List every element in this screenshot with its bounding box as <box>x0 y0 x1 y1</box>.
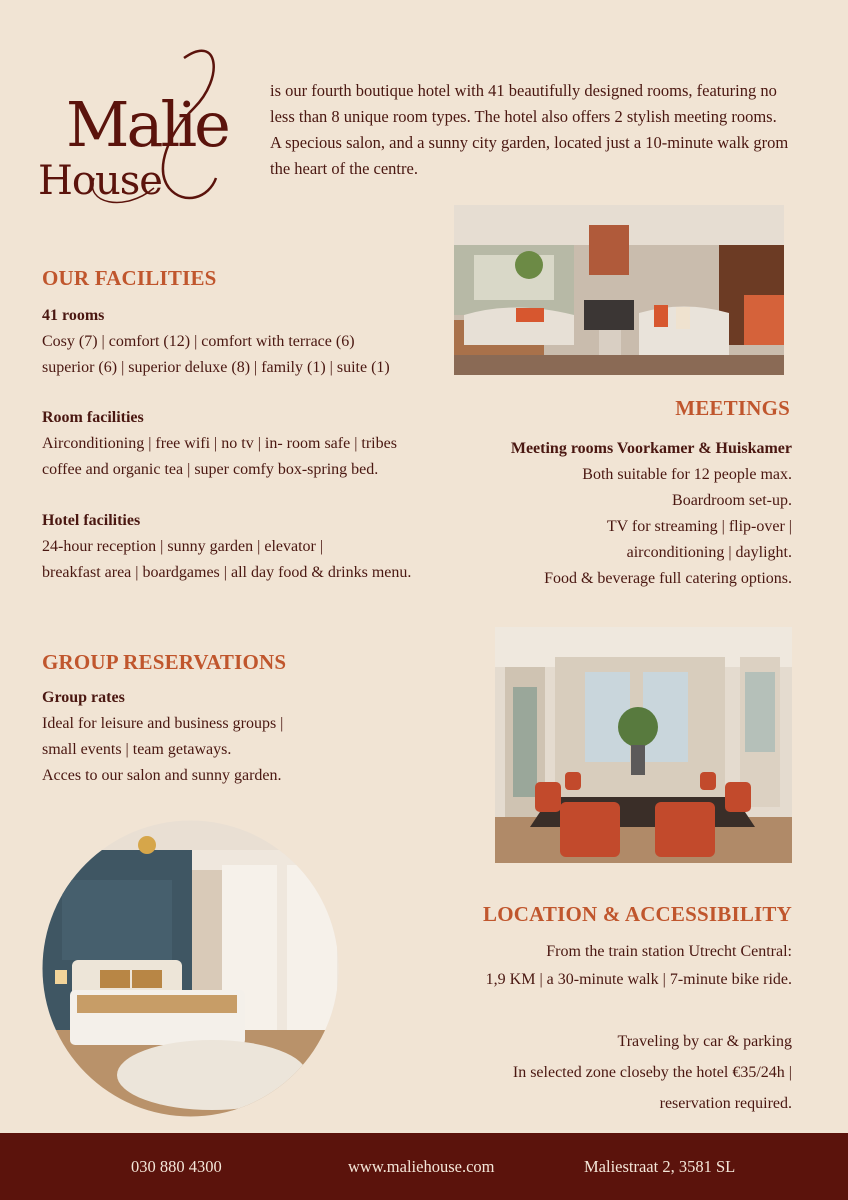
room-facilities-label: Room facilities <box>42 409 144 426</box>
hotel-facilities-line-1: 24-hour reception | sunny garden | elevator | <box>42 538 324 555</box>
location-line-2: 1,9 KM | a 30-minute walk | 7-minute bike ride. <box>485 971 792 988</box>
location-line-5: reservation required. <box>659 1095 792 1112</box>
lounge-photo <box>454 205 784 375</box>
location-line-4: In selected zone closeby the hotel €35/24h | <box>512 1064 792 1081</box>
bedroom-photo <box>42 820 339 1117</box>
meetings-line-4: airconditioning | daylight. <box>626 544 792 561</box>
footer-bar <box>0 1133 848 1200</box>
footer-address: Maliestraat 2, 3581 SL <box>584 1157 736 1176</box>
meetings-title: MEETINGS <box>675 396 790 420</box>
location-line-1: From the train station Utrecht Central: <box>546 943 792 960</box>
groups-line-2: small events | team getaways. <box>42 741 232 758</box>
groups-title: GROUP RESERVATIONS <box>42 650 287 674</box>
logo-text-house: House <box>38 158 162 204</box>
intro-paragraph: is our fourth boutique hotel with 41 beautifully designed rooms, featuring no less than 8 unique room types. The hotel also offers 2 stylish meeting rooms. A specious salon, and a sunny city garden, located just a 10-minute walk grom the heart of the centre. <box>270 81 789 178</box>
meetings-line-1: Both suitable for 12 people max. <box>582 466 792 483</box>
meetings-line-3: TV for streaming | flip-over | <box>606 518 792 535</box>
footer-phone[interactable]: 030 880 4300 <box>131 1157 222 1176</box>
groups-line-1: Ideal for leisure and business groups | <box>42 715 284 732</box>
hotel-facilities-label: Hotel facilities <box>42 512 141 529</box>
room-facilities-line-2: coffee and organic tea | super comfy box-spring bed. <box>42 461 379 478</box>
meetings-line-5: Food & beverage full catering options. <box>544 570 792 587</box>
facilities-title: OUR FACILITIES <box>42 266 217 290</box>
groups-line-3: Acces to our salon and sunny garden. <box>42 767 282 784</box>
malie-house-logo <box>34 38 250 208</box>
logo-text-malie: Malie <box>66 88 228 161</box>
rooms-label: 41 rooms <box>42 307 105 324</box>
hotel-facilities-line-2: breakfast area | boardgames | all day food & drinks menu. <box>42 564 412 581</box>
meeting-room-photo <box>495 627 792 863</box>
meetings-line-2: Boardroom set-up. <box>672 492 792 509</box>
footer-website[interactable]: www.maliehouse.com <box>348 1157 495 1176</box>
location-title: LOCATION & ACCESSIBILITY <box>483 902 792 926</box>
groups-subtitle: Group rates <box>42 689 125 706</box>
room-facilities-line-1: Airconditioning | free wifi | no tv | in- room safe | tribes <box>42 435 397 452</box>
rooms-line-2: superior (6) | superior deluxe (8) | family (1) | suite (1) <box>42 359 390 376</box>
location-line-3: Traveling by car & parking <box>617 1033 792 1050</box>
meetings-subtitle: Meeting rooms Voorkamer & Huiskamer <box>510 440 792 457</box>
rooms-line-1: Cosy (7) | comfort (12) | comfort with terrace (6) <box>42 333 355 350</box>
